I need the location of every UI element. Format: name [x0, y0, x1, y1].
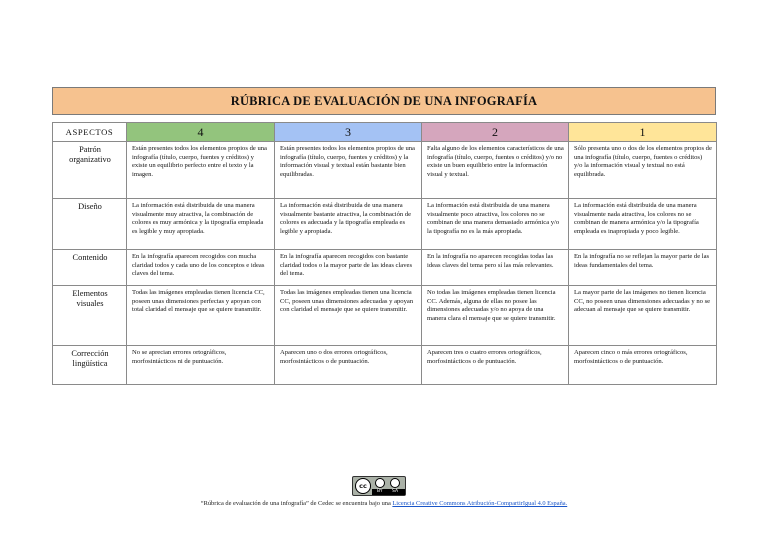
- criterion-cell: En la infografía aparecen recogidos con mucha claridad todos y cada uno de los conceptos e ideas claves del tema.: [127, 250, 275, 286]
- rubric-table: [52, 122, 717, 385]
- header-level-4: 4: [127, 123, 275, 142]
- aspect-label: Contenido: [53, 250, 127, 286]
- criterion-cell: En la infografía aparecen recogidos con bastante claridad todos o la mayor parte de las ideas claves del tema.: [275, 250, 422, 286]
- criterion-cell: Sólo presenta uno o dos de los elementos propios de una infografía (título, cuerpo, fuentes o créditos) y/o la información visual y textual no está equilibrada.: [569, 142, 717, 199]
- attribution-person-icon: [375, 478, 385, 488]
- header-level-2: 2: [422, 123, 569, 142]
- header-aspectos: ASPECTOS: [53, 123, 127, 142]
- criterion-cell: No se aprecian errores ortográficos, morfosintácticos ni de puntuación.: [127, 346, 275, 385]
- header-level-3: 3: [275, 123, 422, 142]
- aspect-label: Diseño: [53, 199, 127, 250]
- table-row: [53, 250, 717, 286]
- criterion-cell: La mayor parte de las imágenes no tienen licencia CC, no poseen unas dimensiones adecuadas y no se adecuan al mensaje que se quiere transmitir.: [569, 286, 717, 346]
- attribution-prefix: “Rúbrica de evaluación de una infografía” de Cedec se encuentra bajo una: [200, 500, 393, 507]
- by-label: BY: [377, 489, 383, 494]
- criterion-cell: La información está distribuida de una manera visualmente bastante atractiva, la combinación de colores es adecuada y la tipografía empleada es legible y apropiada.: [275, 199, 422, 250]
- cc-by-sa-license-badge[interactable]: [352, 476, 406, 496]
- criterion-cell: Están presentes todos los elementos propios de una infografía (título, cuerpo, fuentes y créditos) y la información visual y textual están bastante bien equilibradas.: [275, 142, 422, 199]
- header-row: [53, 123, 717, 142]
- criterion-cell: La información está distribuida de una manera visualmente nada atractiva, los colores no se combinan de manera armónica y/o la tipografía empleada es inapropiada y poco legible.: [569, 199, 717, 250]
- header-level-1: 1: [569, 123, 717, 142]
- criterion-cell: Todas las imágenes empleadas tienen una licencia CC, poseen unas dimensiones adecuadas y apoyan con claridad el mensaje que se quiere transmitir.: [275, 286, 422, 346]
- criterion-cell: En la infografía no se reflejan la mayor parte de las ideas fundamentales del tema.: [569, 250, 717, 286]
- criterion-cell: Están presentes todos los elementos propios de una infografía (título, cuerpo, fuentes y créditos) y existe un equilibrio perfecto entre el texto y la imagen.: [127, 142, 275, 199]
- criterion-cell: La información está distribuida de una manera visualmente muy atractiva, la combinación de colores es muy armónica y la tipografía empleada es legible y muy apropiada.: [127, 199, 275, 250]
- aspect-label: Elementos visuales: [53, 286, 127, 346]
- license-link[interactable]: Licencia Creative Commons Atribución-CompartirIgual 4.0 España.: [392, 500, 568, 507]
- table-row: [53, 286, 717, 346]
- aspect-label: Corrección lingüística: [53, 346, 127, 385]
- table-row: [53, 346, 717, 385]
- criterion-cell: Aparecen tres o cuatro errores ortográficos, morfosintácticos o de puntuación.: [422, 346, 569, 385]
- criterion-cell: Aparecen uno o dos errores ortográficos, morfosintácticos o de puntuación.: [275, 346, 422, 385]
- criterion-cell: Todas las imágenes empleadas tienen licencia CC, poseen unas dimensiones perfectas y apoyan con total claridad el mensaje que se quiere transmitir.: [127, 286, 275, 346]
- criterion-cell: No todas las imágenes empleadas tienen licencia CC. Además, alguna de ellas no posee las dimensiones adecuadas y/o no apoya de una manera clara el mensaje que se quiere transmitir.: [422, 286, 569, 346]
- table-row: [53, 199, 717, 250]
- criterion-cell: La información está distribuida de una manera visualmente poco atractiva, los colores no se combinan de una manera demasiado armónica y/o la tipografía no es la más apropiada.: [422, 199, 569, 250]
- criterion-cell: Aparecen cinco o más errores ortográficos, morfosintácticos o de puntuación.: [569, 346, 717, 385]
- criterion-cell: En la infografía no aparecen recogidas todas las ideas claves del tema pero sí las más relevantes.: [422, 250, 569, 286]
- creative-commons-icon: cc: [355, 478, 371, 494]
- rubric-title: RÚBRICA DE EVALUACIÓN DE UNA INFOGRAFÍA: [52, 87, 716, 115]
- share-alike-icon: [390, 478, 400, 488]
- sa-label: SA: [392, 489, 399, 494]
- aspect-label: Patrón organizativo: [53, 142, 127, 199]
- criterion-cell: Falta alguno de los elementos característicos de una infografía (título, cuerpo, fuentes o créditos) y/o no existe un buen equilibrio entre la información visual y textual.: [422, 142, 569, 199]
- attribution-text: [0, 500, 768, 507]
- table-row: [53, 142, 717, 199]
